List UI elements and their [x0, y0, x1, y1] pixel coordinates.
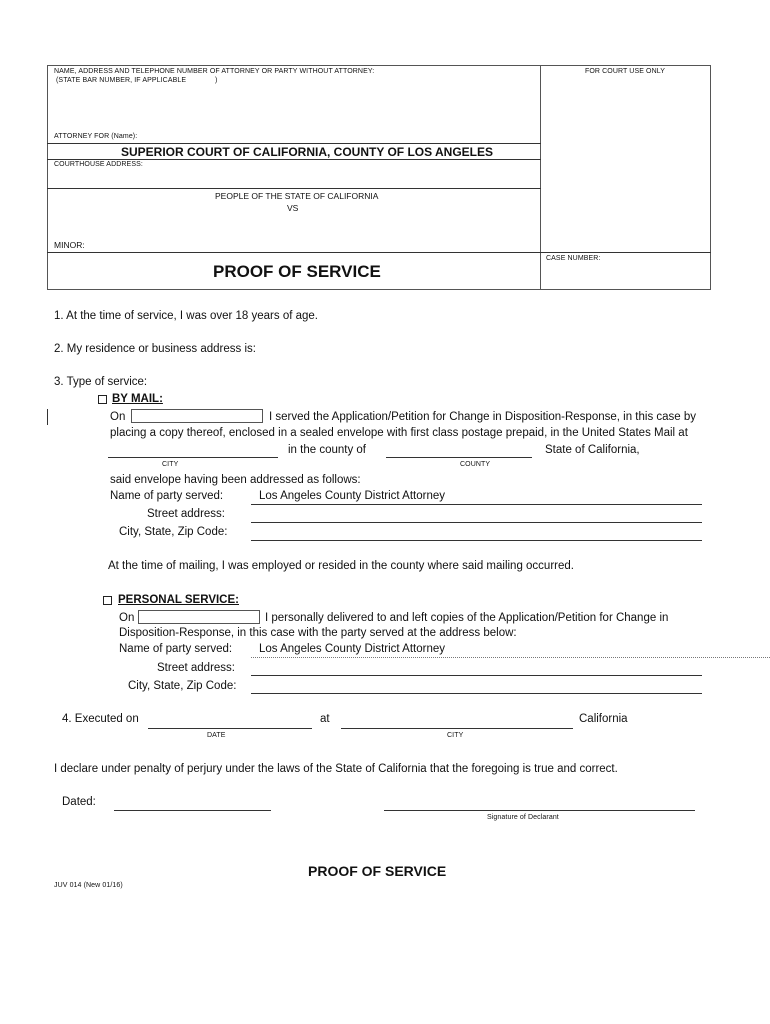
people-label: PEOPLE OF THE STATE OF CALIFORNIA — [215, 191, 379, 201]
dated-line[interactable] — [114, 810, 271, 811]
personal-csz-label: City, State, Zip Code: — [128, 680, 237, 692]
state-bar-label-close: ) — [215, 77, 218, 84]
mail-party-line — [251, 504, 702, 505]
by-mail-placing-text: placing a copy thereof, enclosed in a sealed envelope with first class postage prepaid, in the United States Mail at — [110, 427, 688, 439]
executed-at-label: at — [320, 713, 330, 725]
personal-date-input[interactable] — [138, 610, 260, 624]
dated-label: Dated: — [62, 796, 96, 808]
mail-county-line[interactable] — [386, 457, 532, 458]
personal-party-served-label: Name of party served: — [119, 643, 233, 655]
mail-city-label: CITY — [162, 461, 179, 468]
court-use-label: FOR COURT USE ONLY — [585, 68, 665, 75]
mail-csz-label: City, State, Zip Code: — [119, 526, 228, 538]
mail-party-served-value[interactable]: Los Angeles County District Attorney — [259, 490, 446, 502]
court-use-divider — [540, 252, 711, 253]
executed-california: California — [579, 713, 628, 725]
by-mail-on-label: On — [110, 411, 126, 423]
mail-street-line[interactable] — [251, 522, 702, 523]
personal-on-label: On — [119, 612, 135, 624]
court-name: SUPERIOR COURT OF CALIFORNIA, COUNTY OF LOS ANGELES — [121, 145, 494, 159]
by-mail-date-input[interactable] — [131, 409, 263, 423]
mail-city-line[interactable] — [108, 457, 278, 458]
executed-city-label: CITY — [447, 732, 464, 739]
in-county-label: in the county of — [288, 444, 366, 456]
mail-street-label: Street address: — [147, 508, 225, 520]
executed-city-line[interactable] — [341, 728, 573, 729]
form-id: JUV 014 (New 01/16) — [54, 882, 123, 889]
addressed-text: said envelope having been addressed as follows: — [110, 474, 361, 486]
court-name-top-divider — [47, 143, 541, 144]
courthouse-address-label: COURTHOUSE ADDRESS: — [54, 161, 143, 168]
case-number-label: CASE NUMBER: — [546, 255, 601, 262]
courthouse-divider — [47, 159, 541, 160]
executed-on-label: 4. Executed on — [62, 713, 139, 725]
personal-delivered-text: I personally delivered to and left copies of the Application/Petition for Change in — [265, 612, 669, 624]
personal-service-checkbox[interactable] — [103, 596, 112, 605]
header-left-box — [47, 65, 541, 290]
vs-label: VS — [287, 203, 299, 213]
attorney-label: NAME, ADDRESS AND TELEPHONE NUMBER OF ATTORNEY OR PARTY WITHOUT ATTORNEY: — [54, 68, 375, 75]
declaration-text: I declare under penalty of perjury under the laws of the State of California that the foregoing is true and correct. — [54, 763, 618, 775]
mail-csz-line[interactable] — [251, 540, 702, 541]
item-1: 1. At the time of service, I was over 18 years of age. — [54, 310, 318, 322]
mail-county-label: COUNTY — [460, 461, 491, 468]
personal-street-label: Street address: — [157, 662, 235, 674]
signature-line[interactable] — [384, 810, 695, 811]
state-bar-label: (STATE BAR NUMBER, IF APPLICABLE — [56, 77, 187, 84]
personal-street-line[interactable] — [251, 675, 702, 676]
footer-title: PROOF OF SERVICE — [308, 863, 447, 879]
text-cursor — [47, 409, 48, 425]
personal-csz-line[interactable] — [251, 693, 702, 694]
personal-service-label: PERSONAL SERVICE: — [118, 594, 239, 606]
minor-divider — [47, 252, 541, 253]
personal-delivered-text-2: Disposition-Response, in this case with the party served at the address below: — [119, 627, 517, 639]
personal-party-line — [251, 657, 770, 658]
by-mail-checkbox[interactable] — [98, 395, 107, 404]
minor-label: MINOR: — [54, 240, 85, 250]
mail-party-served-label: Name of party served: — [110, 490, 224, 502]
attorney-for-label: ATTORNEY FOR (Name): — [54, 133, 138, 140]
state-of-california: State of California, — [545, 444, 640, 456]
by-mail-served-text: I served the Application/Petition for Change in Disposition-Response, in this case by — [269, 411, 697, 423]
mailing-note: At the time of mailing, I was employed or resided in the county where said mailing occurred. — [108, 560, 574, 572]
personal-party-served-value[interactable]: Los Angeles County District Attorney — [259, 643, 446, 655]
signature-label: Signature of Declarant — [487, 814, 559, 821]
executed-date-line[interactable] — [148, 728, 312, 729]
executed-date-label: DATE — [207, 732, 226, 739]
by-mail-label: BY MAIL: — [112, 393, 163, 405]
page-title: PROOF OF SERVICE — [213, 262, 381, 281]
parties-divider — [47, 188, 541, 189]
item-2: 2. My residence or business address is: — [54, 343, 256, 355]
item-3: 3. Type of service: — [54, 376, 148, 388]
